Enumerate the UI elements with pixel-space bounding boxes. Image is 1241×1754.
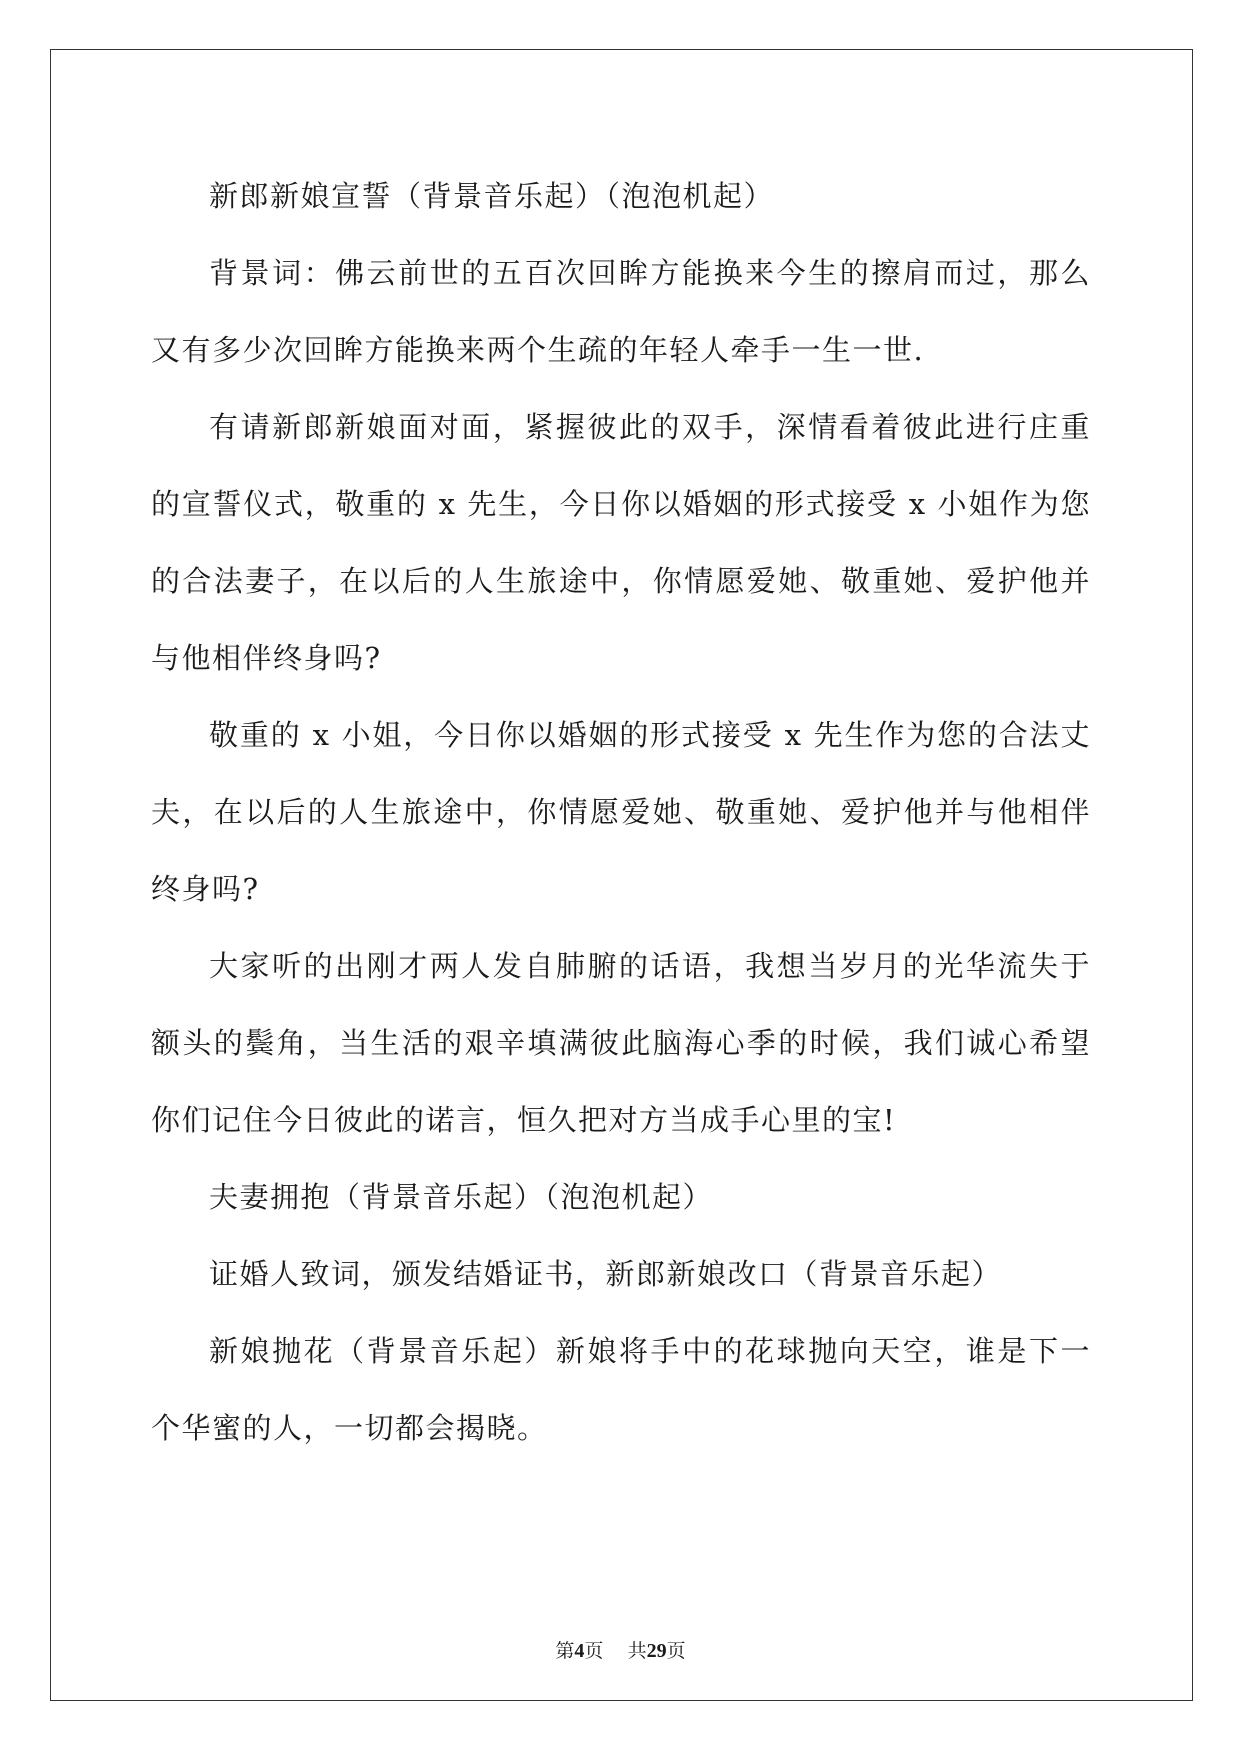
footer-total-pages: 29 — [646, 1640, 667, 1662]
page-footer — [0, 1636, 1241, 1663]
document-body — [151, 158, 1091, 1467]
paragraph-blessing: 大家听的出刚才两人发自肺腑的话语，我想当岁月的光华流失于额头的鬓角，当生活的艰辛填满彼此脑海心季的时候，我们诚心希望你们记住今日彼此的诺言，恒久把对方当成手心里的宝! — [151, 949, 1091, 1137]
paragraph-groom-vow: 有请新郎新娘面对面，紧握彼此的双手，深情看着彼此进行庄重的宣誓仪式，敬重的 x 先生，今日你以婚姻的形式接受 x 小姐作为您的合法妻子，在以后的人生旅途中，你情愿爱她、敬重她、爱护他并与他相伴终身吗? — [151, 410, 1091, 675]
paragraph-background-words: 背景词：佛云前世的五百次回眸方能换来今生的擦肩而过，那么又有多少次回眸方能换来两个生疏的年轻人牵手一生一世. — [151, 256, 1091, 367]
paragraph-bride-vow: 敬重的 x 小姐，今日你以婚姻的形式接受 x 先生作为您的合法丈夫，在以后的人生旅途中，你情愿爱她、敬重她、爱护他并与他相伴终身吗? — [151, 718, 1091, 906]
footer-total-suffix: 页 — [666, 1640, 686, 1662]
paragraph-certificate: 证婚人致词，颁发结婚证书，新郎新娘改口（背景音乐起） — [209, 1257, 1003, 1291]
paragraph-bouquet-toss: 新娘抛花（背景音乐起）新娘将手中的花球抛向天空，谁是下一个华蜜的人，一切都会揭晓。 — [151, 1334, 1091, 1445]
footer-page-number: 4 — [574, 1640, 585, 1662]
footer-page-prefix: 第 — [555, 1640, 575, 1662]
paragraph-vow-heading: 新郎新娘宣誓（背景音乐起）（泡泡机起） — [209, 179, 775, 213]
footer-total-prefix: 共 — [627, 1640, 647, 1662]
footer-page-suffix: 页 — [584, 1640, 604, 1662]
paragraph-embrace: 夫妻拥抱（背景音乐起）（泡泡机起） — [209, 1180, 714, 1214]
